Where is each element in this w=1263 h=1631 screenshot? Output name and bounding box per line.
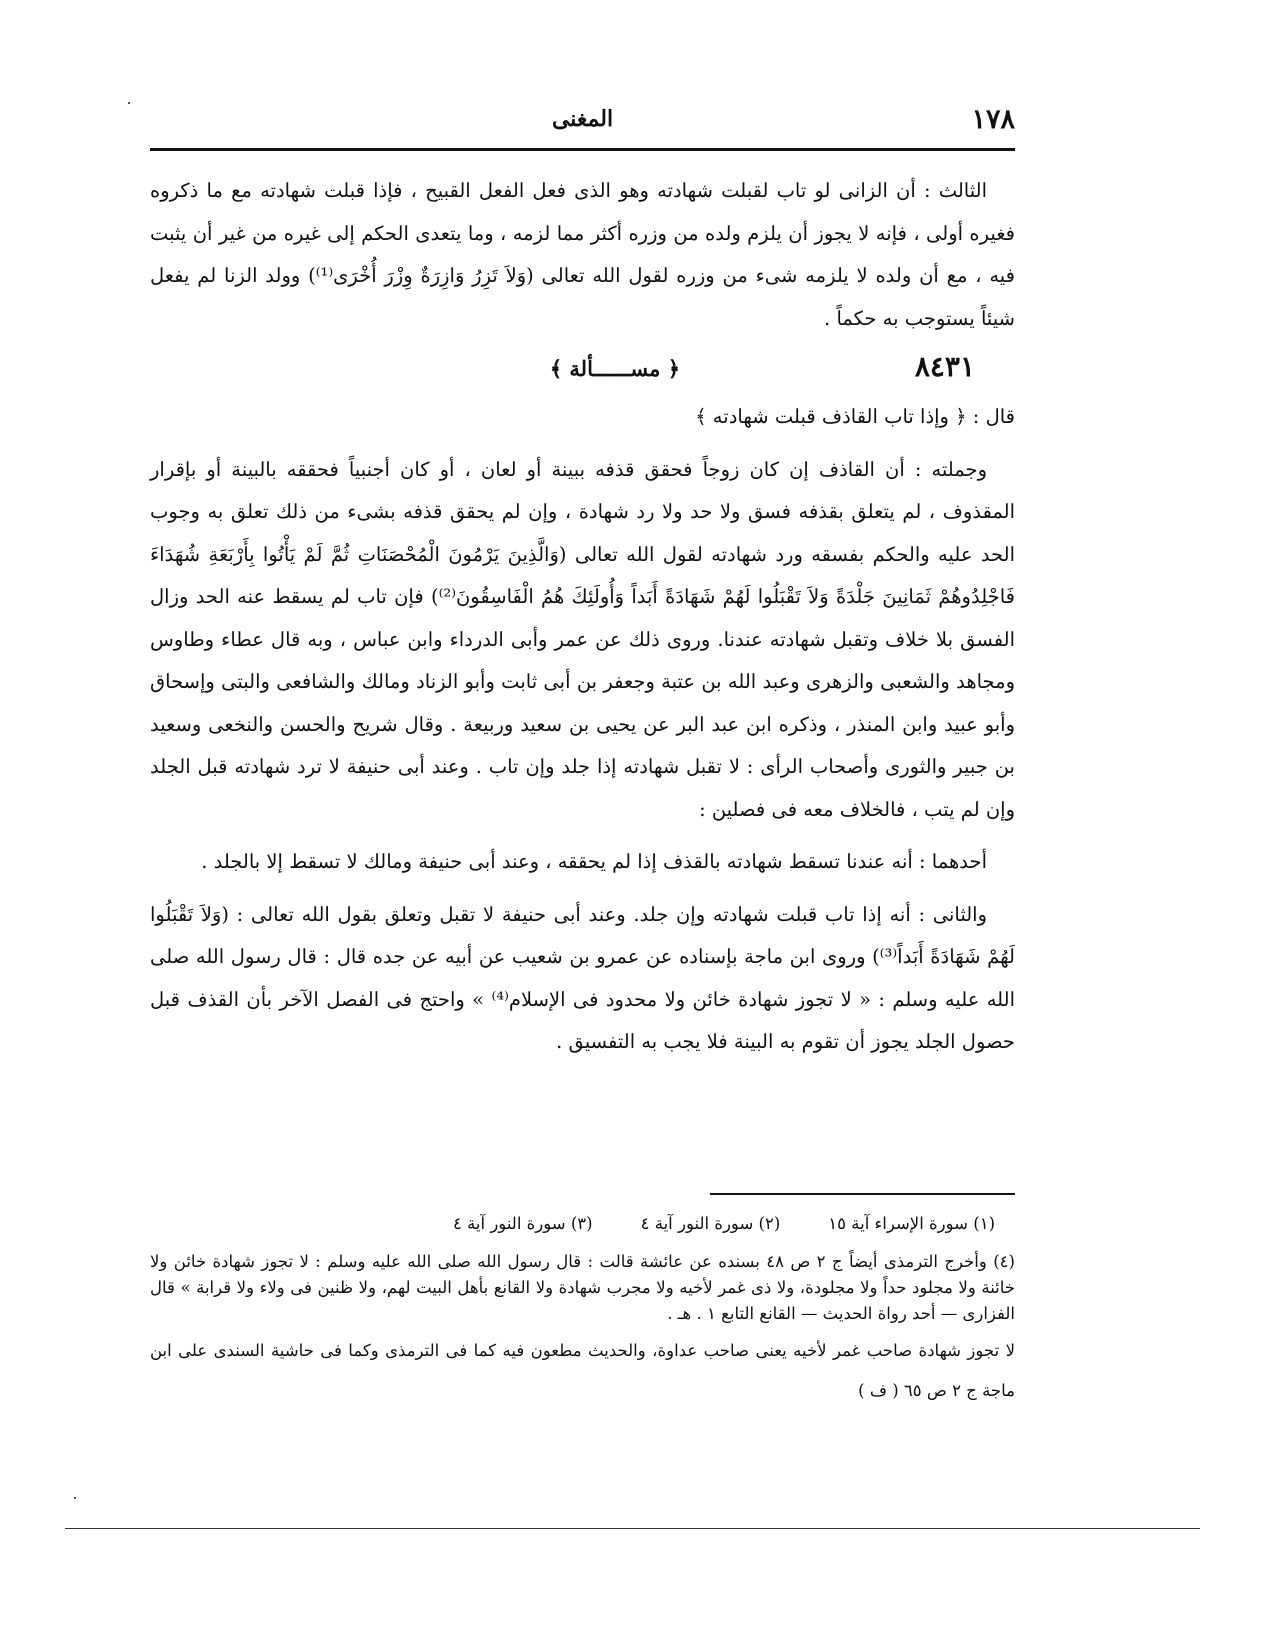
page-header [150, 100, 1015, 148]
page-number: ١٧٨ [971, 104, 1015, 135]
qala-statement: قال : ﴿ وإذا تاب القاذف قبلت شهادته ﴾ [695, 405, 1015, 428]
running-title: المغنى [551, 106, 614, 132]
footnote-references [150, 1205, 1015, 1243]
paragraph-first-point: أحدهما : أنه عندنا تسقط شهادته بالقذف إذا لم يحققه ، وعند أبى حنيفة ومالك لا تسقط إلا بالجلد . [201, 850, 987, 873]
footnote-4: (٤) وأخرج الترمذى أيضاً ج ٢ ص ٤٨ بسنده عن عائشة قالت : قال رسول الله صلى الله عليه وسلم : لا تجوز شهادة خائن ولا خائنة ولا مجلود حداً ولا مجلودة، ولا ذى غمر لأخيه ولا مجرب شهادة ولا القانع بأهل البيت لهم، ولا ظنين فى ولاء ولا قرابة » قال الفزارى — أحد رواة الحديث — القانع التابع ١ . هـ . [150, 1252, 1015, 1323]
header-rule [150, 148, 1015, 151]
paragraph-second-point: والثانى : أنه إذا تاب قبلت شهادته وإن جلد. وعند أبى حنيفة لا تقبل وتعلق بقول الله تعالى : (وَلاَ تَقْبَلُوا لَهُمْ شَهَادَةً أَبَداً⁽³⁾) وروى ابن ماجة بإسناده عن عمرو بن شعيب عن أبيه عن جده قال : قال رسول الله صلى الله عليه وسلم : « لا تجوز شهادة خائن ولا محدود فى الإسلام⁽⁴⁾ » واحتج فى الفصل الآخر بأن القذف قبل حصول الجلد يجوز أن تقوم به البينة فلا يجب به التفسيق . [150, 902, 1016, 1053]
masala-label: ﴿ مســــــألة ﴾ [549, 356, 680, 381]
main-text [150, 170, 1015, 1064]
scan-speck [128, 102, 130, 104]
footnote-2: (٢) سورة النور آية ٤ [640, 1214, 781, 1233]
paragraph-summary: وجملته : أن القاذف إن كان زوجاً فحقق قذفه ببينة أو لعان ، أو كان أجنبياً فحققه بالبينة أو بإقرار المقذوف ، لم يتعلق بقذفه فسق ولا حد ولا رد شهادة ، وإن لم يحقق قذفه بشىء من ذلك تعلق به وجوب الحد عليه والحكم بفسقه ورد شهادته لقول الله تعالى (وَالَّذِينَ يَرْمُونَ الْمُحْصَنَاتِ ثُمَّ لَمْ يَأْتُوا بِأَرْبَعَةِ شُهَدَاءَ فَاجْلِدُوهُمْ ثَمَانِينَ جَلْدَةً وَلاَ تَقْبَلُوا لَهُمْ شَهَادَةً أَبَداً وَأُولَئِكَ هُمُ الْفَاسِقُونَ⁽²⁾) فإن تاب لم يسقط عنه الحد وزال الفسق بلا خلاف وتقبل شهادته عندنا. وروى ذلك عن عمر وأبى الدرداء وابن عباس ، وبه قال عطاء وطاوس ومجاهد والشعبى والزهرى وعبد الله بن عتبة وجعفر بن أبى ثابت وأبو الزناد ومالك والشافعى والبتى وإسحاق وأبو عبيد وابن المنذر ، وذكره ابن عبد البر عن يحيى بن سعيد وربيعة . وقال شريح والحسن والنخعى وسعيد بن جبير والثورى وأصحاب الرأى : لا تقبل شهادته إذا جلد وإن تاب . وعند أبى حنيفة لا ترد شهادته قبل الجلد وإن لم يتب ، فالخلاف معه فى فصلين : [150, 457, 1015, 821]
scan-speck [74, 1497, 76, 1499]
footnote-1: (١) سورة الإسراء آية ١٥ [828, 1214, 995, 1233]
bottom-rule [65, 1528, 1200, 1529]
footnote-rule [710, 1193, 1015, 1195]
paragraph-third-argument: الثالث : أن الزانى لو تاب لقبلت شهادته وهو الذى فعل الفعل القبيح ، فإذا قبلت شهادته مع ما ذكروه فغيره أولى ، فإنه لا يجوز أن يلزم ولده من وزره أكثر مما لزمه ، وما يتعدى الحكم إلى غيره من غير أن يثبت فيه ، مع أن ولده لا يلزمه شىء من وزره لقول الله تعالى (وَلاَ تَزِرُ وَازِرَةٌ وِزْرَ أُخْرَى⁽¹⁾) وولد الزنا لم يفعل شيئاً يستوجب به حكماً . [150, 179, 1015, 330]
footnote-4-continued: لا تجوز شهادة صاحب غمر لأخيه يعنى صاحب عداوة، والحديث مطعون فيه كما فى الترمذى وكما فى حاشية السندى على ابن ماجة ج ٢ ص ٦٥ ( ف ) [150, 1341, 1015, 1400]
footnotes [150, 1205, 1015, 1411]
masala-heading [150, 346, 1015, 392]
masala-number: ٨٤٣١ [914, 350, 975, 383]
footnote-3: (٣) سورة النور آية ٤ [452, 1214, 593, 1233]
